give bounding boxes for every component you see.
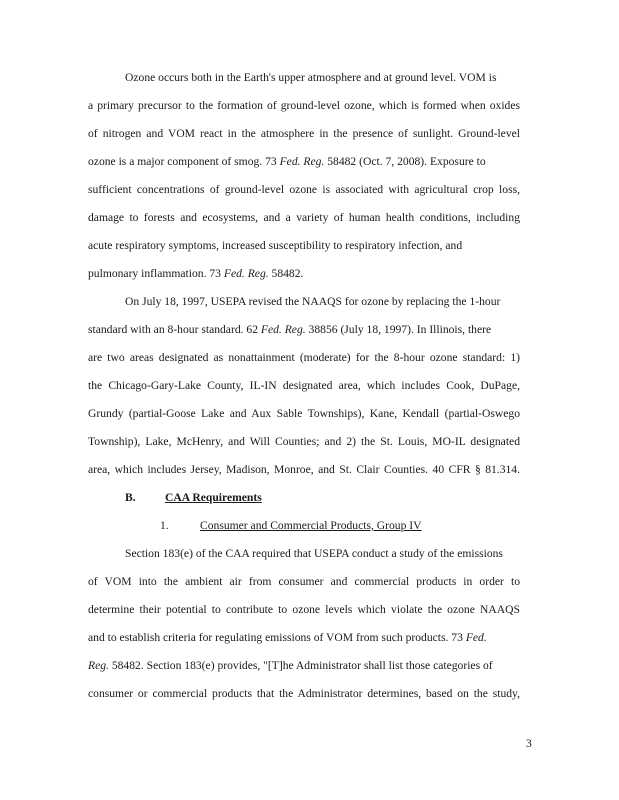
subsection-number: 1. <box>160 519 169 532</box>
citation: Fed. Reg. <box>223 267 269 280</box>
text-run: 58482. Section 183(e) provides, "[T]he Administrator shall list those categories of <box>108 659 493 672</box>
paragraph-1-line-7: acute respiratory symptoms, increased susceptibility to respiratory infection, and <box>88 239 463 252</box>
text-run: pulmonary inflammation. 73 <box>88 267 224 280</box>
paragraph-3-line-4 <box>88 631 487 645</box>
subsection-title: Consumer and Commercial Products, Group IV <box>200 519 422 532</box>
paragraph-2-line-5: Grundy (partial-Goose Lake and Aux Sable Townships), Kane, Kendall (partial-Oswego <box>88 407 520 420</box>
paragraph-1-line-3: of nitrogen and VOM react in the atmosphere in the presence of sunlight. Ground-level <box>88 127 520 140</box>
paragraph-2-line-2 <box>88 323 491 337</box>
paragraph-1-line-4 <box>88 155 486 169</box>
paragraph-3-line-3: determine their potential to contribute to ozone levels which violate the ozone NAAQS <box>88 603 520 616</box>
paragraph-3-line-1: Section 183(e) of the CAA required that USEPA conduct a study of the emissions <box>125 547 503 560</box>
paragraph-3-line-5 <box>88 659 493 673</box>
paragraph-1-line-1: Ozone occurs both in the Earth's upper atmosphere and at ground level. VOM is <box>125 71 497 84</box>
section-title: CAA Requirements <box>165 491 262 504</box>
paragraph-1-line-2: a primary precursor to the formation of ground-level ozone, which is formed when oxides <box>88 99 520 112</box>
paragraph-3-line-2: of VOM into the ambient air from consumer and commercial products in order to <box>88 575 520 588</box>
citation: Reg. <box>88 659 109 672</box>
citation: Fed. <box>465 631 487 644</box>
text-run: 58482. <box>268 267 304 280</box>
section-heading <box>125 491 262 505</box>
text-run: 38856 (July 18, 1997). In Illinois, there <box>305 323 492 336</box>
paragraph-2-line-4: the Chicago-Gary-Lake County, IL-IN designated area, which includes Cook, DuPage, <box>88 379 520 392</box>
subsection-heading <box>160 519 422 533</box>
section-number: B. <box>125 491 136 504</box>
text-run: and to establish criteria for regulating emissions of VOM from such products. 73 <box>88 631 466 644</box>
paragraph-2-line-7: area, which includes Jersey, Madison, Monroe, and St. Clair Counties. 40 CFR § 81.314. <box>88 463 520 476</box>
text-run: standard with an 8-hour standard. 62 <box>88 323 261 336</box>
paragraph-2-line-1: On July 18, 1997, USEPA revised the NAAQS for ozone by replacing the 1-hour <box>125 295 501 308</box>
paragraph-1-line-5: sufficient concentrations of ground-level ozone is associated with agricultural crop loss, <box>88 183 520 196</box>
text-run: ozone is a major component of smog. 73 <box>88 155 280 168</box>
paragraph-3-line-6: consumer or commercial products that the Administrator determines, based on the study, <box>88 687 520 700</box>
paragraph-2-line-3: are two areas designated as nonattainment (moderate) for the 8-hour ozone standard: 1) <box>88 351 520 364</box>
page-number: 3 <box>526 737 532 750</box>
citation: Fed. Reg. <box>260 323 306 336</box>
text-run: 58482 (Oct. 7, 2008). Exposure to <box>324 155 486 168</box>
citation: Fed. Reg. <box>279 155 325 168</box>
paragraph-1-line-6: damage to forests and ecosystems, and a variety of human health conditions, including <box>88 211 520 224</box>
paragraph-2-line-6: Township), Lake, McHenry, and Will Counties; and 2) the St. Louis, MO-IL designated <box>88 435 520 448</box>
paragraph-1-line-8 <box>88 267 303 281</box>
